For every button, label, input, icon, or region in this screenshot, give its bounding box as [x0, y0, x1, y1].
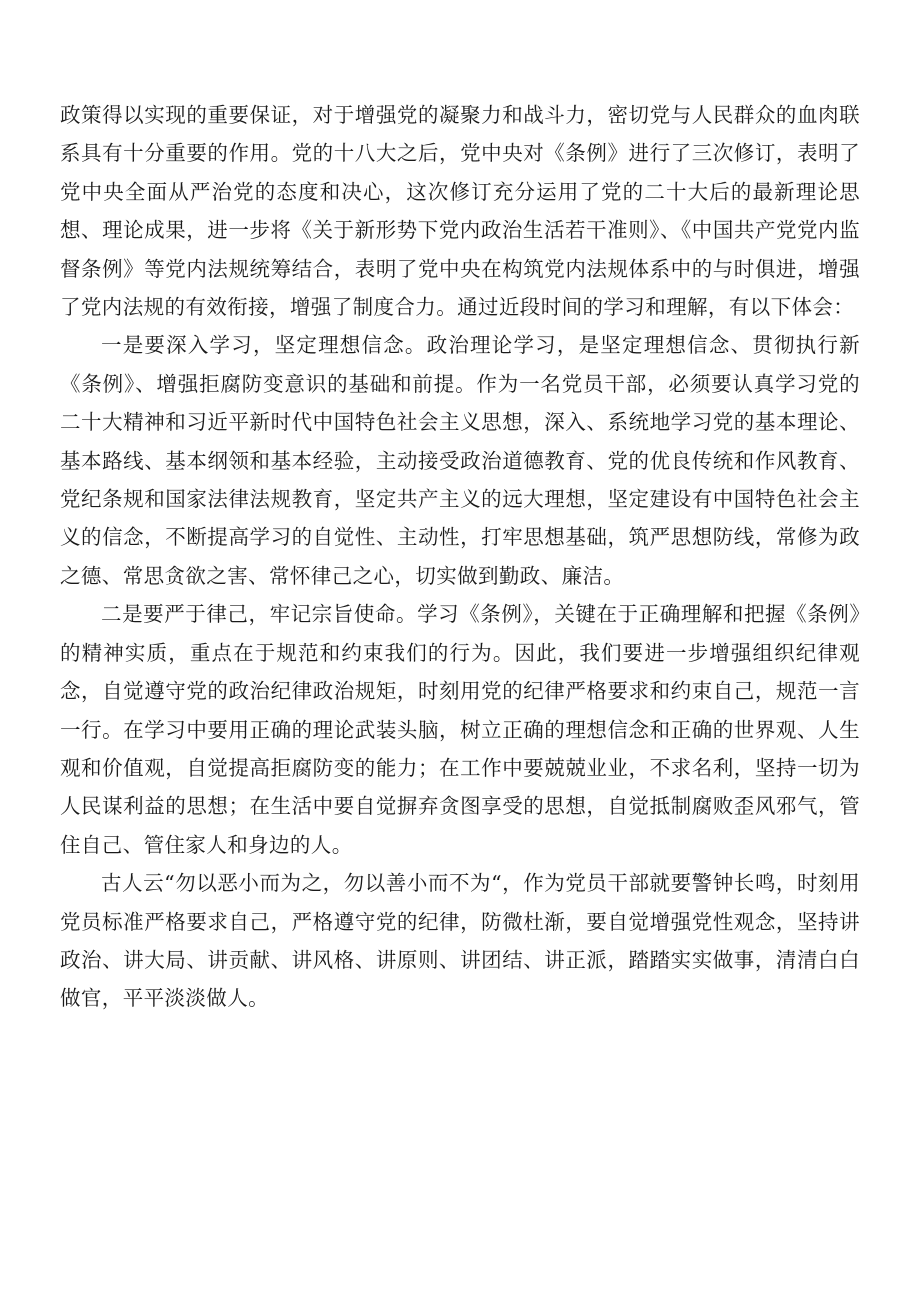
document-body — [60, 96, 860, 1018]
paragraph-intro: 政策得以实现的重要保证，对于增强党的凝聚力和战斗力，密切党与人民群众的血肉联系具有十分重要的作用。党的十八大之后，党中央对《条例》进行了三次修订，表明了党中央全面从严治党的态度和决心，这次修订充分运用了党的二十大后的最新理论思想、理论成果，进一步将《关于新形势下党内政治生活若干准则》、《中国共产党党内监督条例》等党内法规统筹结合，表明了党中央在构筑党内法规体系中的与时俱进，增强了党内法规的有效衔接，增强了制度合力。通过近段时间的学习和理解，有以下体会： — [60, 103, 860, 320]
paragraph-conclusion: 古人云“勿以恶小而为之，勿以善小而不为“，作为党员干部就要警钟长鸣，时刻用党员标准严格要求自己，严格遵守党的纪律，防微杜渐，要自觉增强党性观念，坚持讲政治、讲大局、讲贡献、讲风格、讲原则、讲团结、讲正派，踏踏实实做事，清清白白做官，平平淡淡做人。 — [60, 871, 860, 1011]
paragraph-point-one: 一是要深入学习，坚定理想信念。政治理论学习，是坚定理想信念、贯彻执行新《条例》、增强拒腐防变意识的基础和前提。作为一名党员干部，必须要认真学习党的二十大精神和习近平新时代中国特色社会主义思想，深入、系统地学习党的基本理论、基本路线、基本纲领和基本经验，主动接受政治道德教育、党的优良传统和作风教育、党纪条规和国家法律法规教育，坚定共产主义的远大理想，坚定建设有中国特色社会主义的信念，不断提高学习的自觉性、主动性，打牢思想基础，筑严思想防线，常修为政之德、常思贪欲之害、常怀律己之心，切实做到勤政、廉洁。 — [60, 333, 860, 588]
paragraph-point-two: 二是要严于律己，牢记宗旨使命。学习《条例》，关键在于正确理解和把握《条例》的精神实质，重点在于规范和约束我们的行为。因此，我们要进一步增强组织纪律观念，自觉遵守党的政治纪律政治规矩，时刻用党的纪律严格要求和约束自己，规范一言一行。在学习中要用正确的理论武装头脑，树立正确的理想信念和正确的世界观、人生观和价值观，自觉提高拒腐防变的能力；在工作中要兢兢业业，不求名利，坚持一切为人民谋利益的思想；在生活中要自觉摒弃贪图享受的思想，自觉抵制腐败歪风邪气，管住自己、管住家人和身边的人。 — [60, 602, 860, 857]
